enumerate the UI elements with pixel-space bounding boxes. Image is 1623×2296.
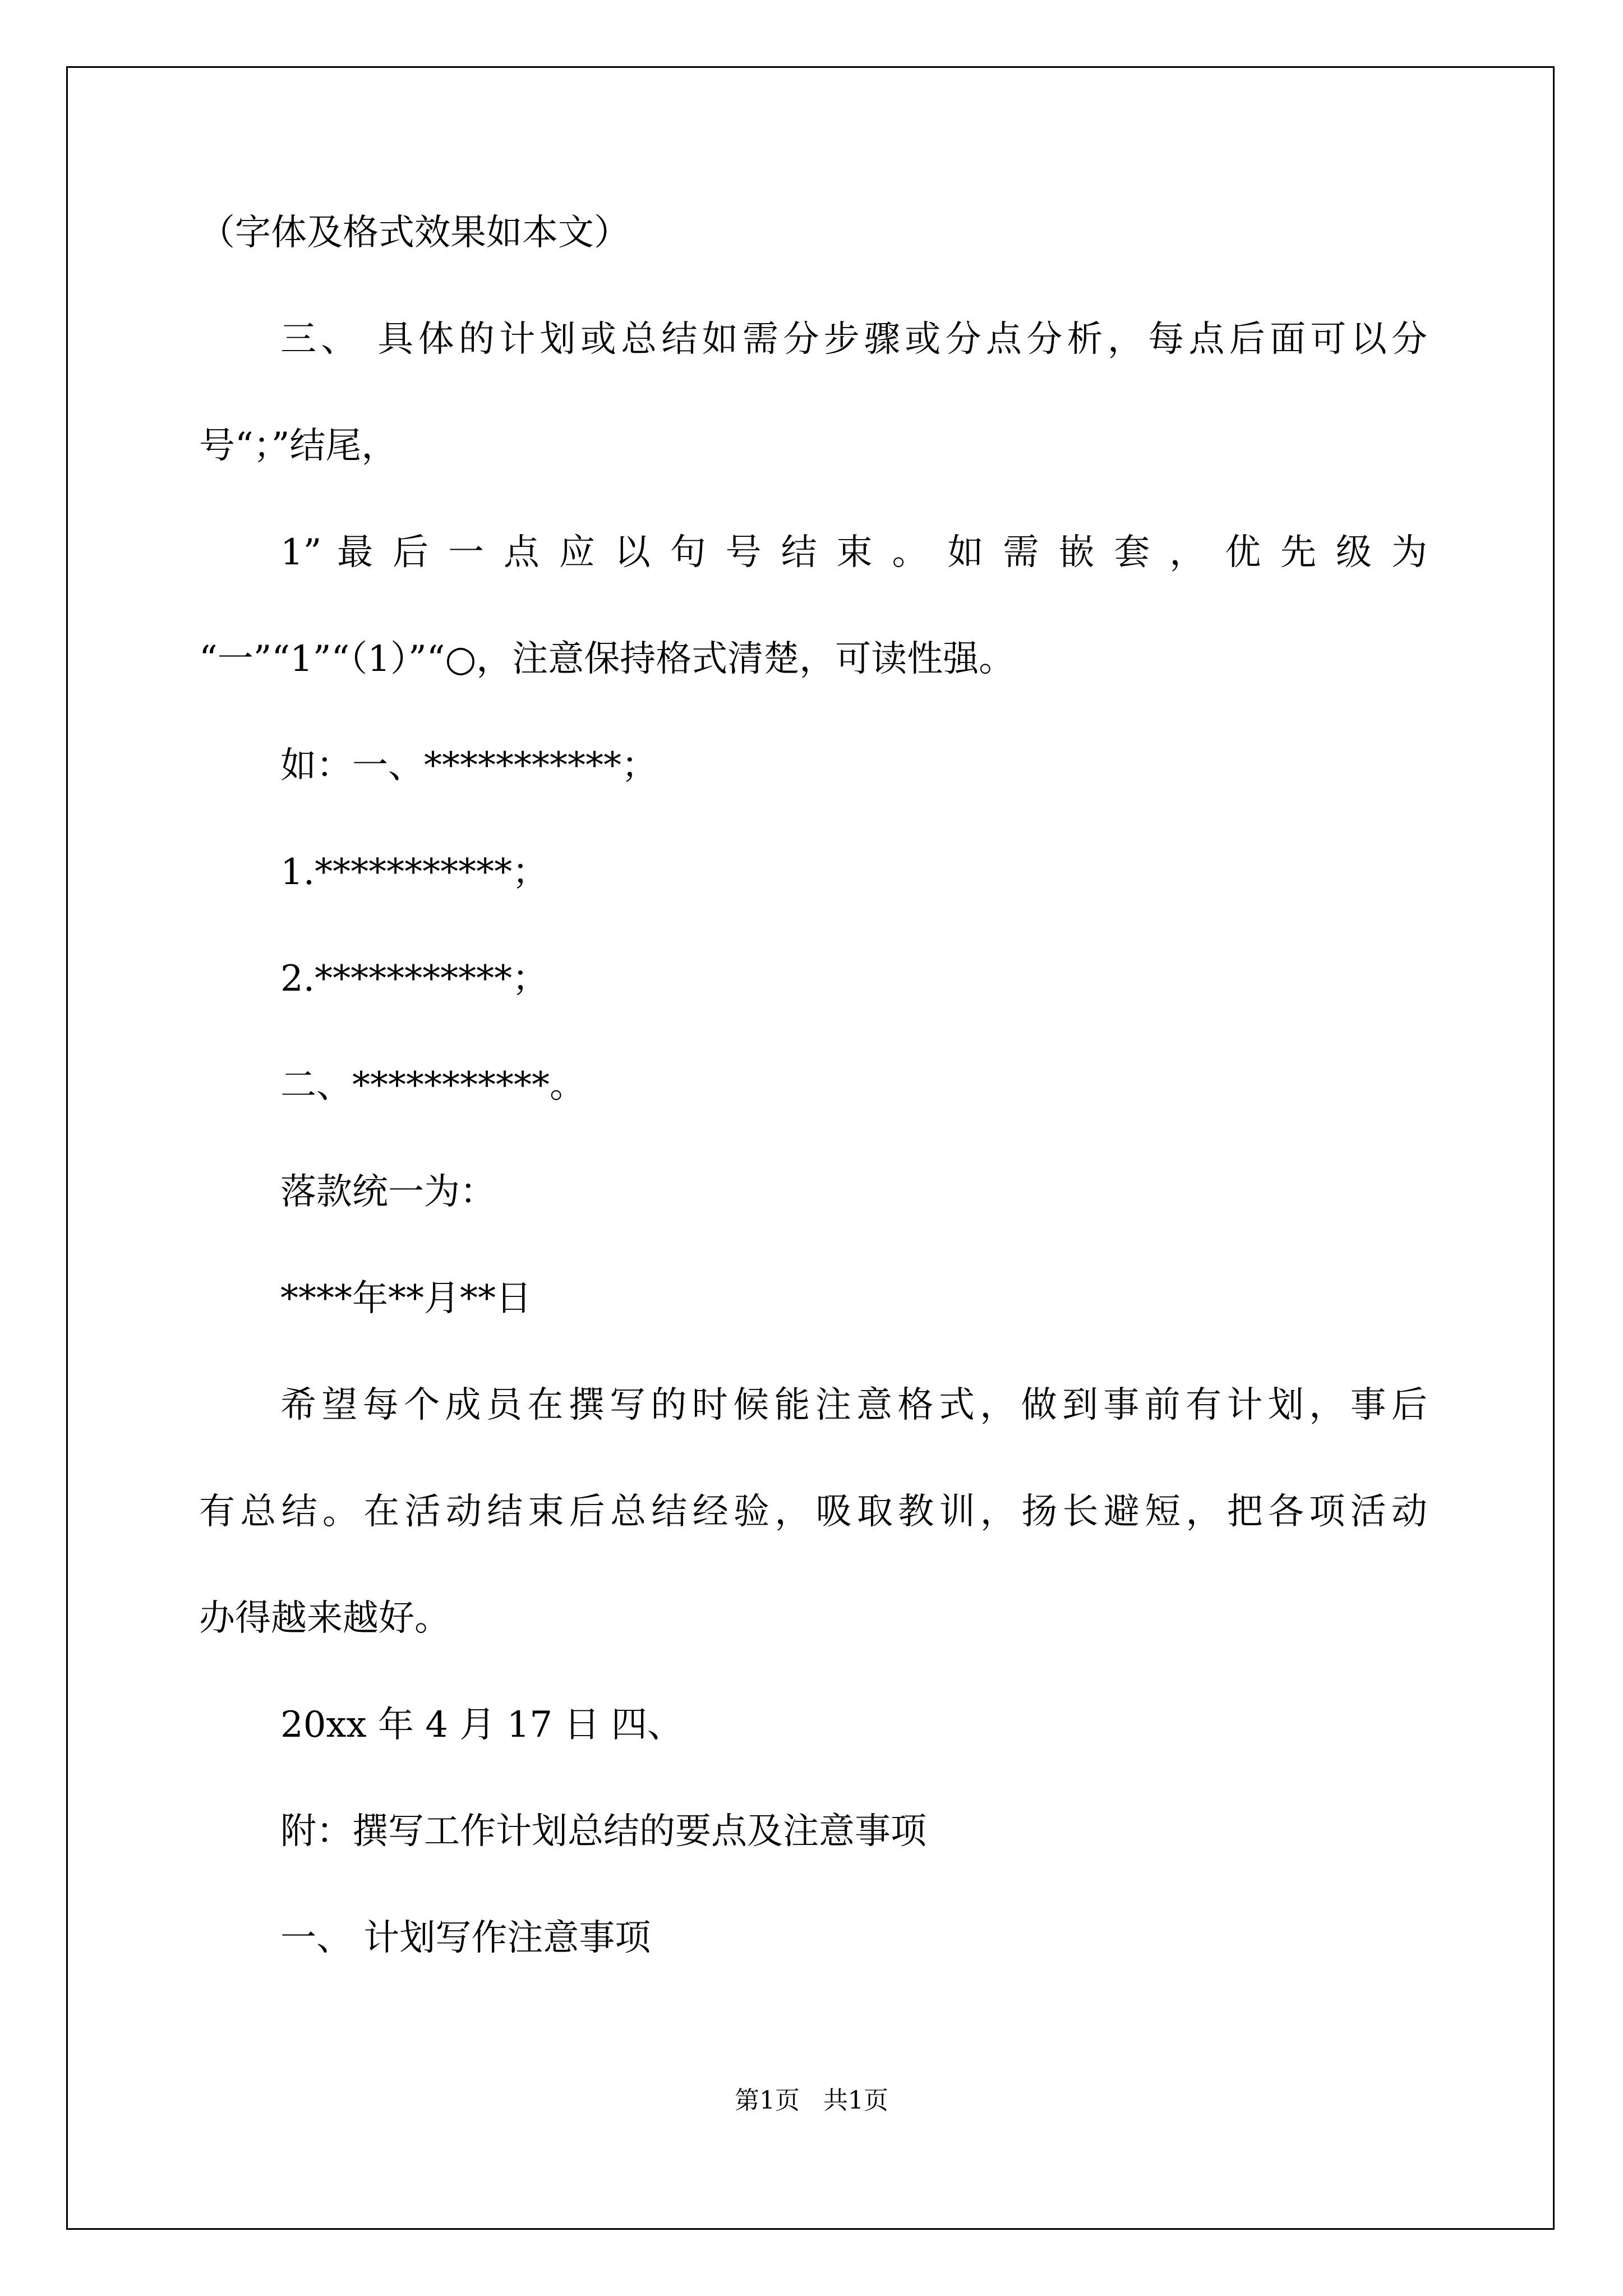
- hope-paragraph-line-1: 希望每个成员在撰写的时候能注意格式，做到事前有计划，事后: [280, 1384, 1427, 1426]
- section-three-line-2: 号“；”结尾，: [199, 425, 398, 467]
- hope-paragraph-line-2: 有总结。在活动结束后总结经验，吸取教训，扬长避短，把各项活动: [199, 1491, 1427, 1533]
- last-point-line-2: “一”“1”“（1）”“○，注意保持格式清楚，可读性强。: [199, 638, 1015, 680]
- example-item-two: 二、***********。: [280, 1065, 585, 1106]
- hope-paragraph-line-3: 办得越来越好。: [199, 1598, 450, 1639]
- page-border: [66, 66, 1555, 2230]
- example-item-1: 1.***********；: [280, 852, 548, 893]
- last-point-line-1: 1” 最 后 一 点 应 以 句 号 结 束 。 如 需 嵌 套 ， 优 先 级 为: [280, 532, 1427, 573]
- example-item-2: 2.***********；: [280, 958, 548, 1000]
- format-note-line: （字体及格式效果如本文）: [199, 212, 630, 254]
- example-item-one: 如：一、***********；: [280, 745, 657, 786]
- appendix-title: 附：撰写工作计划总结的要点及注意事项: [280, 1811, 926, 1852]
- section-three-line-1: 三、 具体的计划或总结如需分步骤或分点分析，每点后面可以分: [280, 319, 1427, 360]
- signature-date-format: ****年**月**日: [280, 1278, 532, 1319]
- signature-label: 落款统一为：: [280, 1171, 496, 1213]
- page-number-footer: 第1页 共1页: [735, 2086, 888, 2115]
- plan-notes-heading: 一、 计划写作注意事项: [280, 1917, 651, 1959]
- date-line: 20xx 年 4 月 17 日 四、: [280, 1704, 683, 1746]
